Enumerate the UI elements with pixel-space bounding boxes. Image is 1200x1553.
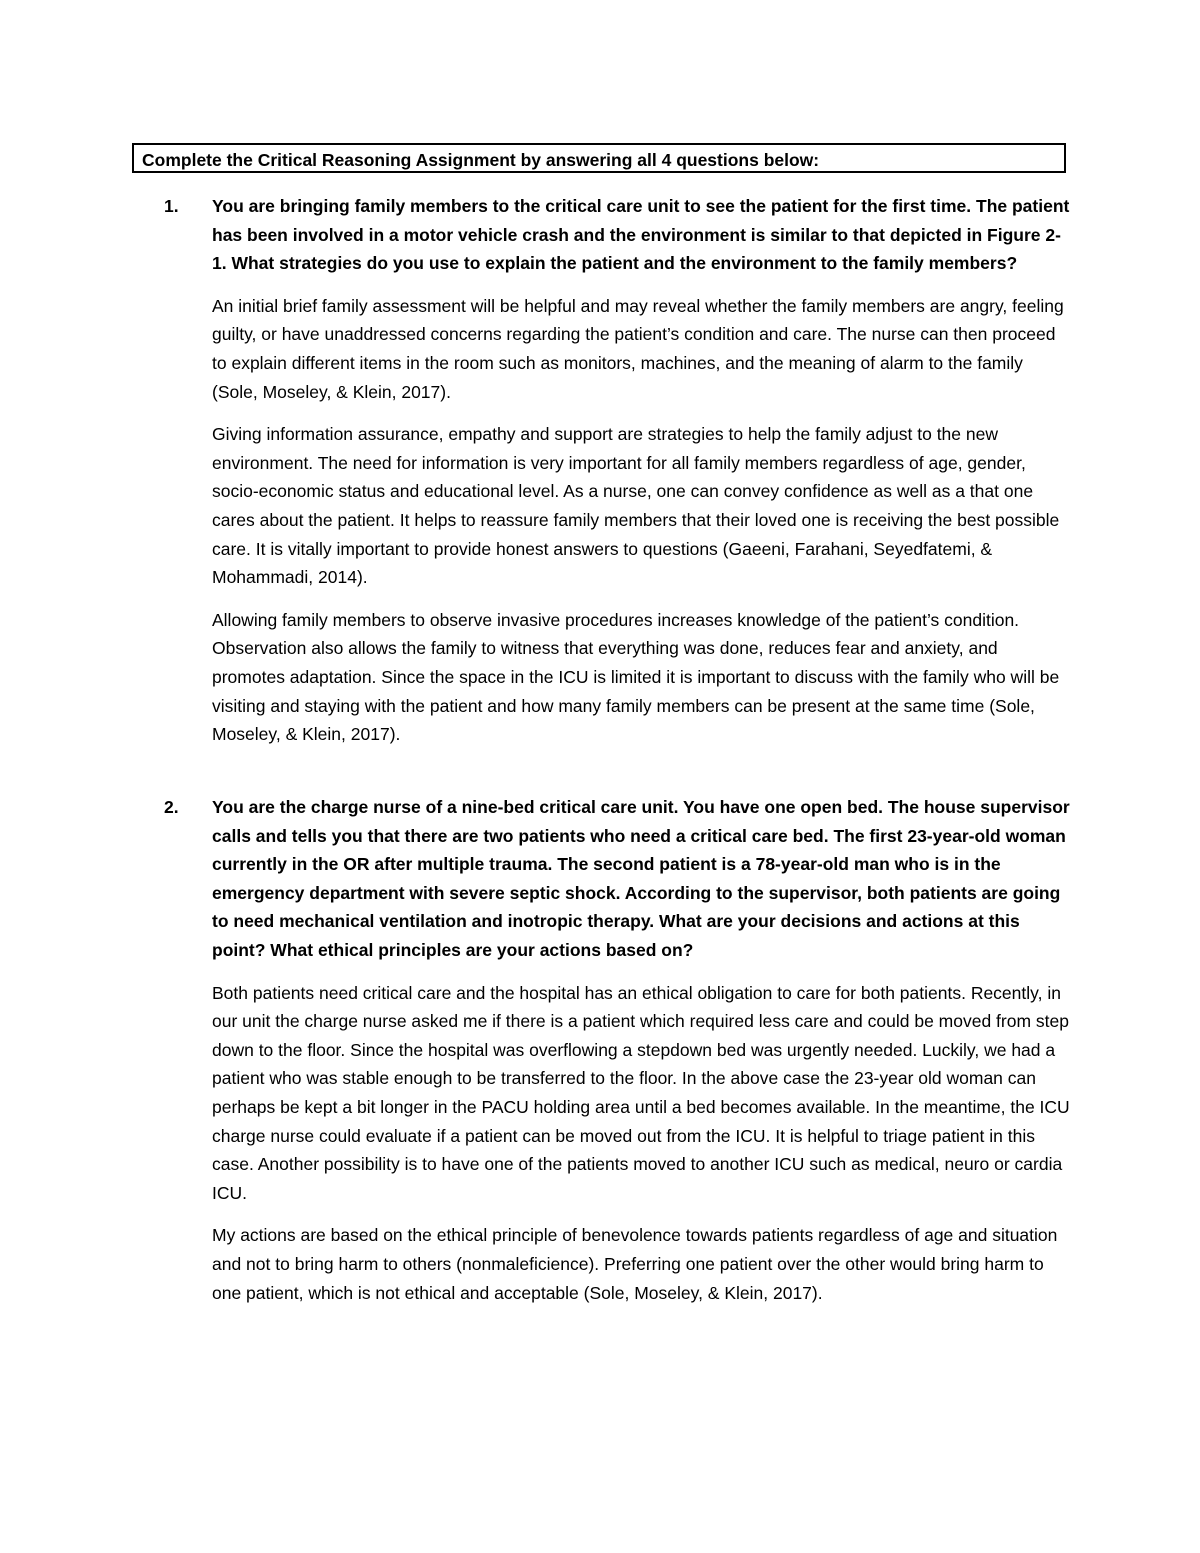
question-item-2	[164, 793, 1072, 1307]
question-text: You are the charge nurse of a nine-bed critical care unit. You have one open bed. The house supervisor calls and tells you that there are two patients who need a critical care bed. The first 23-year-old woman currently in the OR after multiple trauma. The second patient is a 78-year-old man who is in the emergency department with severe septic shock. According to the supervisor, both patients are going to need mechanical ventilation and inotropic therapy. What are your decisions and actions at this point? What ethical principles are your actions based on?	[212, 797, 1070, 960]
answer-paragraph: My actions are based on the ethical principle of benevolence towards patients regardless of age and situation and not to bring harm to others (nonmaleficience). Preferring one patient over the other would bring harm to one patient, which is not ethical and acceptable (Sole, Moseley, & Klein, 2017).	[212, 1225, 1058, 1303]
instruction-box: Complete the Critical Reasoning Assignment by answering all 4 questions below:	[132, 143, 1066, 173]
question-item-1	[164, 192, 1072, 749]
question-text: You are bringing family members to the critical care unit to see the patient for the first time. The patient has been involved in a motor vehicle crash and the environment is similar to that depicted in Figure 2-1. What strategies do you use to explain the patient and the environment to the family members?	[212, 196, 1070, 274]
answer-paragraph: Both patients need critical care and the hospital has an ethical obligation to care for both patients. Recently, in our unit the charge nurse asked me if there is a patient which required less care and could be moved from step down to the floor. Since the hospital was overflowing a stepdown bed was urgently needed. Luckily, we had a patient who was stable enough to be transferred to the floor. In the above case the 23-year old woman can perhaps be kept a bit longer in the PACU holding area until a bed becomes available. In the meantime, the ICU charge nurse could evaluate if a patient can be moved out from the ICU. It is helpful to triage patient in this case. Another possibility is to have one of the patients moved to another ICU such as medical, neuro or cardia ICU.	[212, 982, 1070, 1203]
question-number: 2.	[164, 797, 179, 817]
answer-paragraph: Giving information assurance, empathy and support are strategies to help the family adjust to the new environment. The need for information is very important for all family members regardless of age, gender, socio-economic status and educational level. As a nurse, one can convey confidence as well as a that one cares about the patient. It helps to reassure family members that their loved one is receiving the best possible care. It is vitally important to provide honest answers to questions (Gaeeni, Farahani, Seyedfatemi, & Mohammadi, 2014).	[212, 424, 1060, 588]
question-number: 1.	[164, 196, 179, 216]
answer-paragraph: Allowing family members to observe invasive procedures increases knowledge of the patient’s condition. Observation also allows the family to witness that everything was done, reduces fear and anxiety, and promotes adaptation. Since the space in the ICU is limited it is important to discuss with the family who will be visiting and staying with the patient and how many family members can be present at the same time (Sole, Moseley, & Klein, 2017).	[212, 609, 1060, 745]
answer-paragraph: An initial brief family assessment will be helpful and may reveal whether the family members are angry, feeling guilty, or have unaddressed concerns regarding the patient’s condition and care. The nurse can then proceed to explain different items in the room such as monitors, machines, and the meaning of alarm to the family (Sole, Moseley, & Klein, 2017).	[212, 295, 1064, 402]
